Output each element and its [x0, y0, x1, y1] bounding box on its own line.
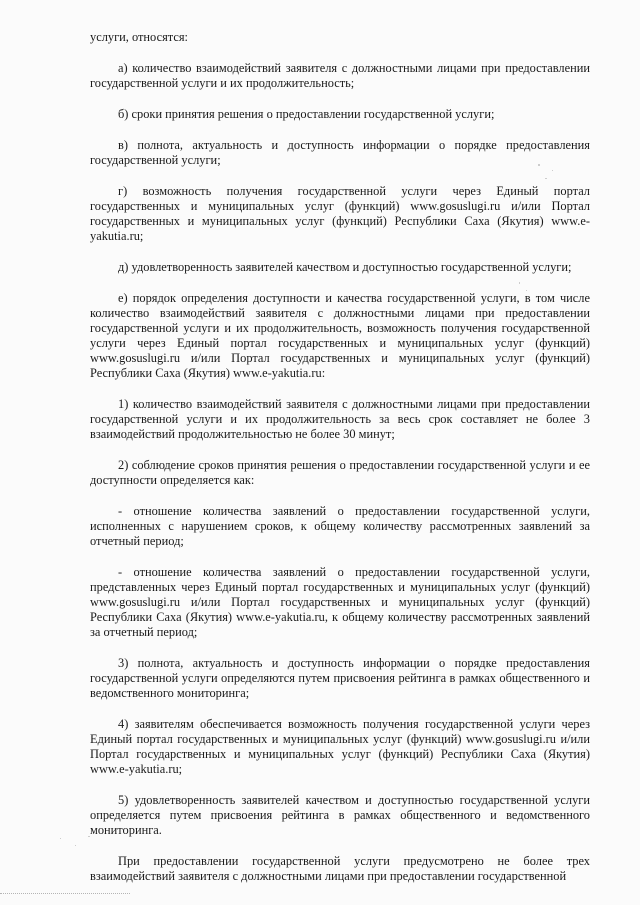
paragraph-closing: При предоставлении государственной услуги предусмотрено не более трех взаимодействий заявителя с должностными лицами при предоставлении государственной — [90, 854, 590, 883]
paragraph-subitem-5: 5) удовлетворенность заявителей качеством и доступностью государственной услуги определяется путем присвоения рейтинга в рамках общественного и ведомственного мониторинга. — [90, 793, 590, 837]
paragraph-item-g: г) возможность получения государственной услуги через Единый портал государственных и муниципальных услуг (функций) www.gosuslugi.ru и/или Портал государственных и муниципальных услуг (функций) Республики Саха (Якутия) www.e-yakutia.ru; — [90, 184, 590, 243]
scan-speck — [519, 282, 520, 284]
scan-speck — [88, 836, 90, 837]
scan-speck — [545, 178, 547, 179]
paragraph-item-v: в) полнота, актуальность и доступность информации о порядке предоставления государственной услуги; — [90, 138, 590, 167]
paragraph-lead-in: услуги, относятся: — [90, 30, 188, 44]
paragraph-subitem-1: 1) количество взаимодействий заявителя с должностными лицами при предоставлении государственной услуги и их продолжительность за весь срок составляет не более 3 взаимодействий продолжительностью не более 30 минут; — [90, 397, 590, 441]
footer-rule — [0, 893, 130, 895]
paragraph-dash-1: - отношение количества заявлений о предоставлении государственной услуги, исполненных с нарушением сроков, к общему количеству рассмотренных заявлений за отчетный период; — [90, 504, 590, 548]
paragraph-subitem-3: 3) полнота, актуальность и доступность информации о порядке предоставления государственной услуги определяются путем присвоения рейтинга в рамках общественного и ведомственного мониторинга; — [90, 656, 590, 700]
paragraph-item-a: а) количество взаимодействий заявителя с должностными лицами при предоставлении государственной услуги и их продолжительность; — [90, 61, 590, 90]
document-body — [90, 30, 590, 884]
paragraph-item-d: д) удовлетворенность заявителей качеством и доступностью государственной услуги; — [118, 260, 572, 274]
paragraph-item-e: е) порядок определения доступности и качества государственной услуги, в том числе количество взаимодействий заявителя с должностными лицами при предоставлении государственной услуги и их продолжительность, возможность получения государственной услуги через Единый портал государственных и муниципальных услуг (функций) www.gosuslugi.ru и/или Портал государственных и муниципальных услуг (функций) Республики Саха (Якутия) www.e-yakutia.ru: — [90, 291, 590, 380]
scan-speck — [60, 838, 61, 839]
scan-speck — [538, 164, 540, 166]
paragraph-subitem-2: 2) соблюдение сроков принятия решения о предоставлении государственной услуги и ее доступности определяется как: — [90, 458, 590, 487]
scan-speck — [526, 290, 527, 291]
scan-speck — [75, 845, 76, 846]
paragraph-subitem-4: 4) заявителям обеспечивается возможность получения государственной услуги через Единый портал государственных и муниципальных услуг (функций) www.gosuslugi.ru и/или Портал государственных и муниципальных услуг (функций) Республики Саха (Якутия) www.e-yakutia.ru; — [90, 717, 590, 776]
paragraph-item-b: б) сроки принятия решения о предоставлении государственной услуги; — [118, 107, 495, 121]
paragraph-dash-2: - отношение количества заявлений о предоставлении государственной услуги, представленных через Единый портал государственных и муниципальных услуг (функций) www.gosuslugi.ru и/или Портал государственных и муниципальных услуг (функций) Республики Саха (Якутия) www.e-yakutia.ru, к общему количеству рассмотренных заявлений за отчетный период; — [90, 565, 590, 639]
scan-speck — [552, 170, 553, 171]
